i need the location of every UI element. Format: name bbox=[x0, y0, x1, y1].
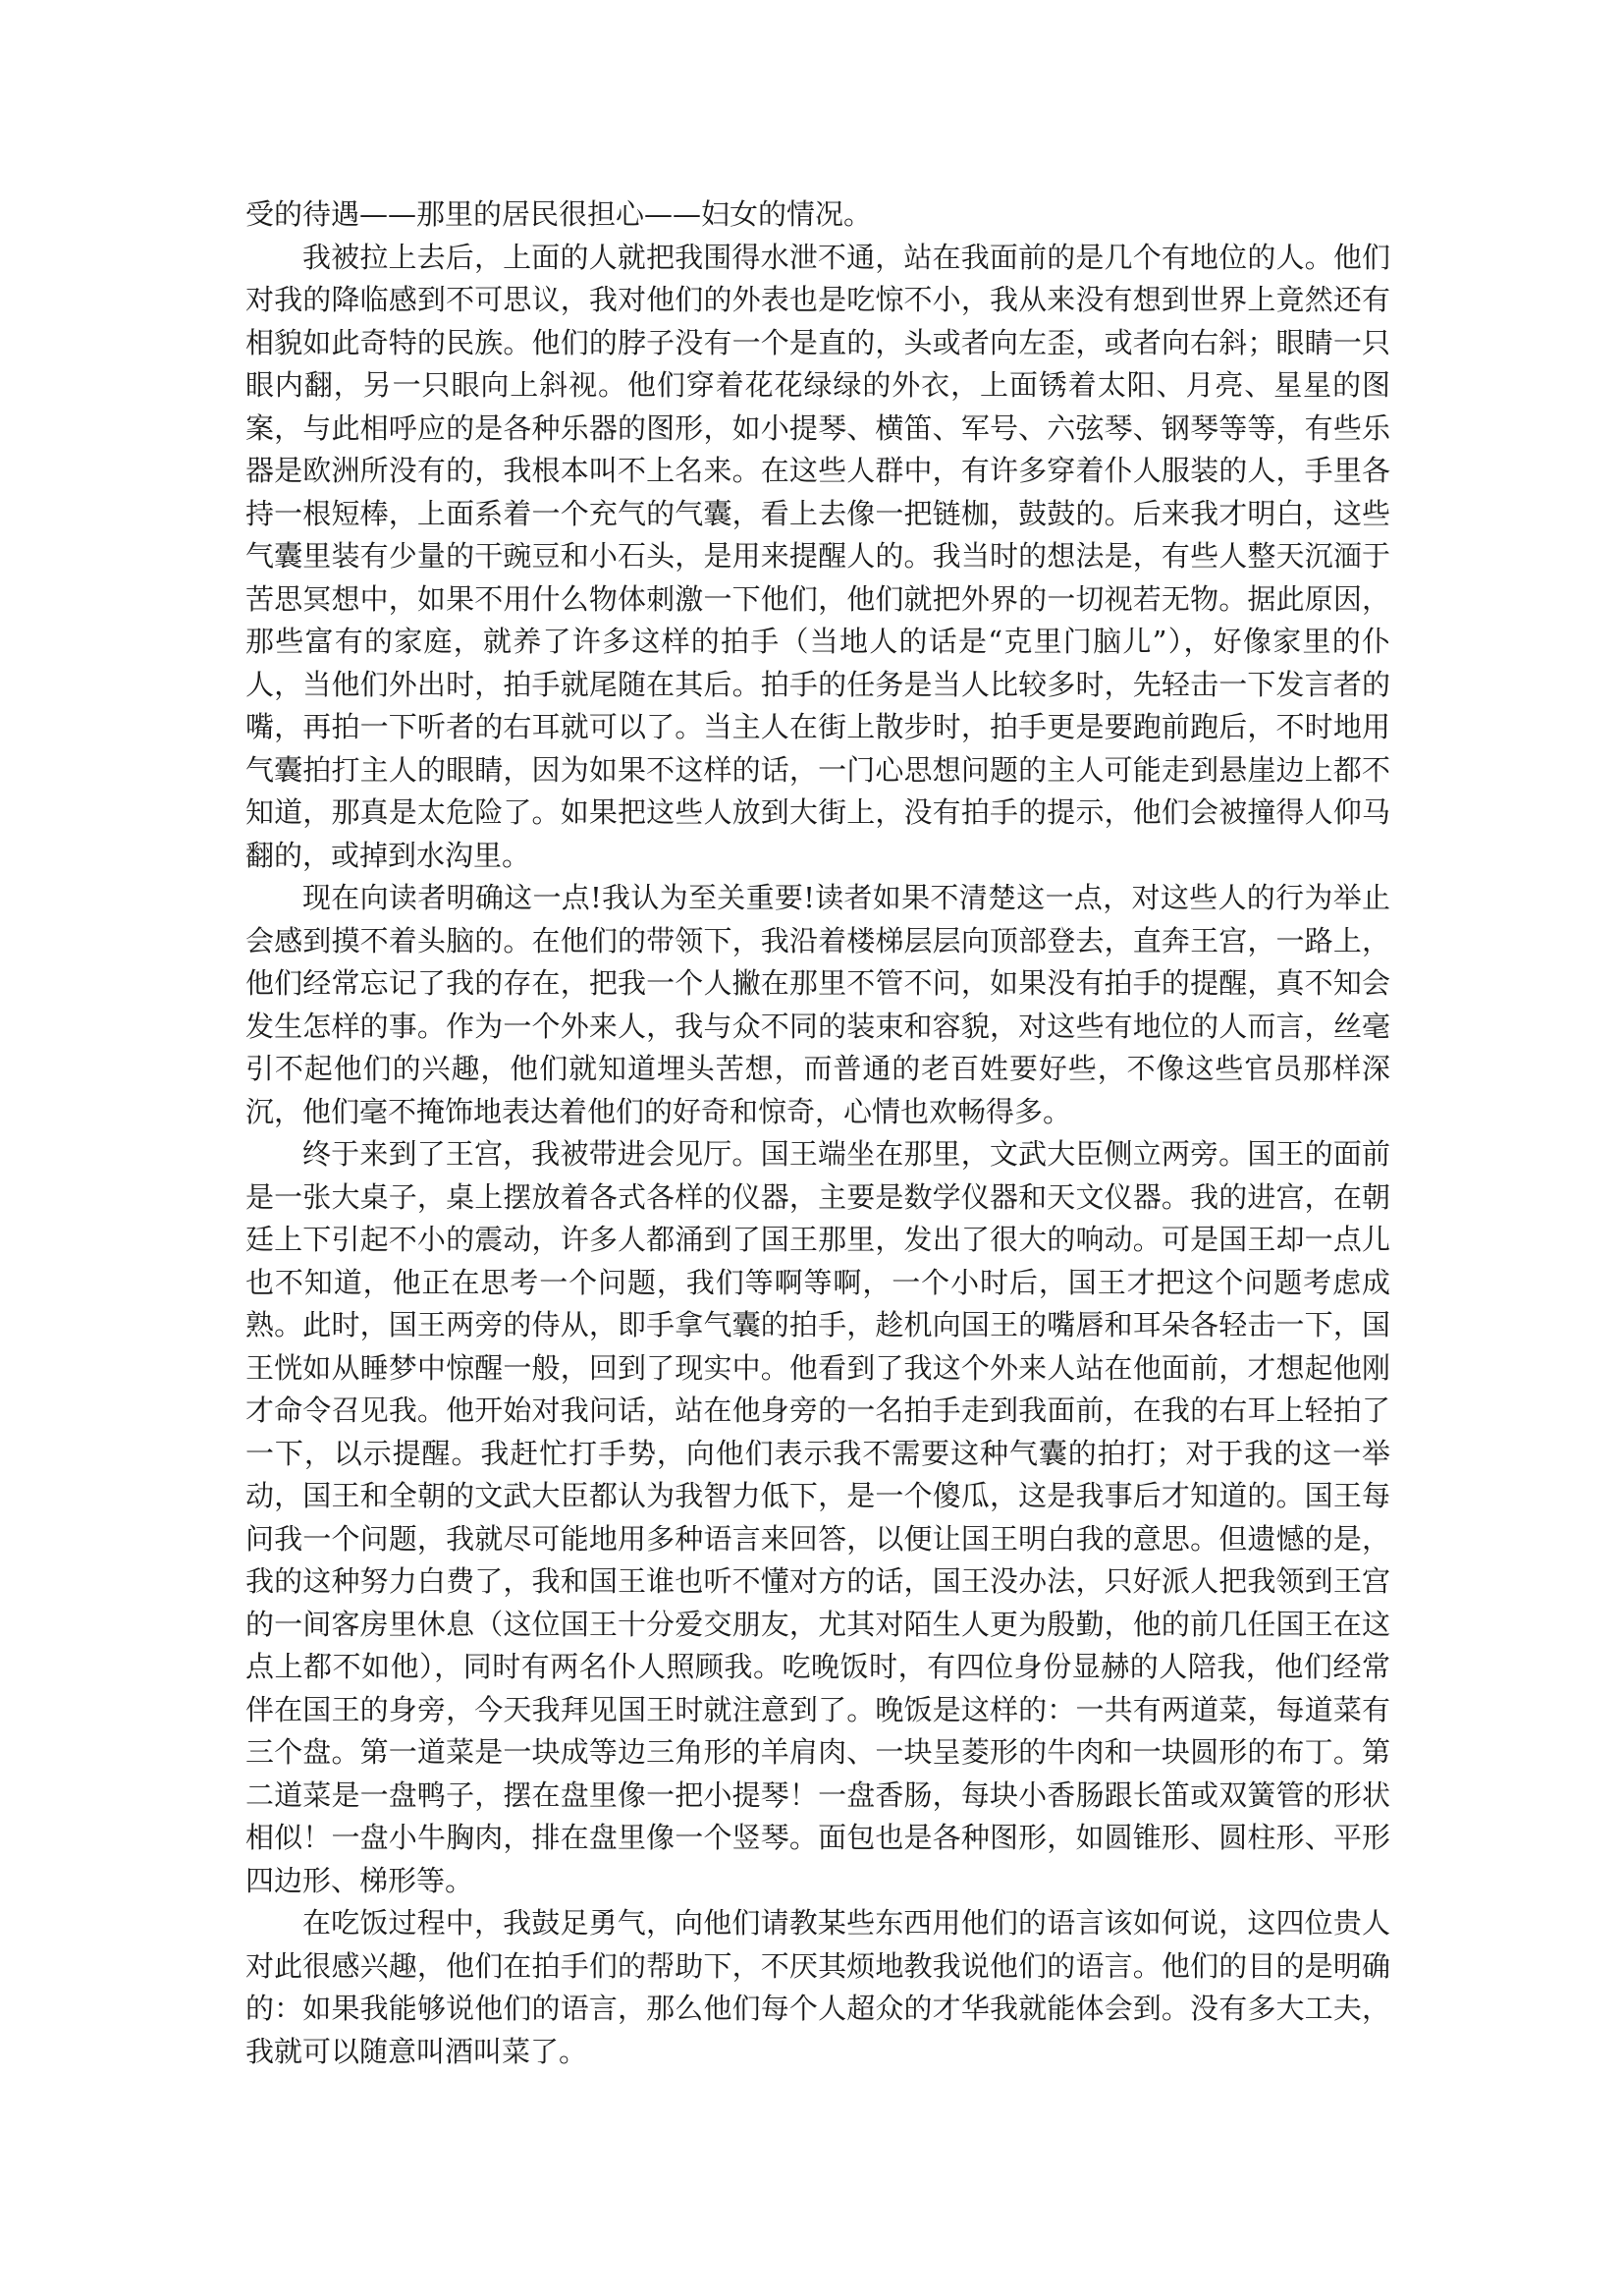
paragraph-reader-note: 现在向读者明确这一点!我认为至关重要!读者如果不清楚这一点，对这些人的行为举止会感到摸不着头脑的。在他们的带领下，我沿着楼梯层层向顶部登去，直奔王宫，一路上，他们经常忘记了我的存在，把我一个人撇在那里不管不问，如果没有拍手的提醒，真不知会发生怎样的事。作为一个外来人，我与众不同的装束和容貌，对这些有地位的人而言，丝毫引不起他们的兴趣，他们就知道埋头苦想，而普通的老百姓要好些，不像这些官员那样深沉，他们毫不掩饰地表达着他们的好奇和惊奇，心情也欢畅得多。 bbox=[245, 881, 1390, 1128]
paragraph-royal-palace: 终于来到了王宫，我被带进会见厅。国王端坐在那里，文武大臣侧立两旁。国王的面前是一张大桌子，桌上摆放着各式各样的仪器，主要是数学仪器和天文仪器。我的进宫，在朝廷上下引起不小的震动，许多人都涌到了国王那里，发出了很大的响动。可是国王却一点儿也不知道，他正在思考一个问题，我们等啊等啊，一个小时后，国王才把这个问题考虑成熟。此时，国王两旁的侍从，即手拿气囊的拍手，趁机向国王的嘴唇和耳朵各轻击一下，国王恍如从睡梦中惊醒一般，回到了现实中。他看到了我这个外来人站在他面前，才想起他刚才命令召见我。他开始对我问话，站在他身旁的一名拍手走到我面前，在我的右耳上轻拍了一下，以示提醒。我赶忙打手势，向他们表示我不需要这种气囊的拍打；对于我的这一举动，国王和全朝的文武大臣都认为我智力低下，是一个傻瓜，这是我事后才知道的。国王每问我一个问题，我就尽可能地用多种语言来回答，以便让国王明白我的意思。但遗憾的是，我的这种努力白费了，我和国王谁也听不懂对方的话，国王没办法，只好派人把我领到王宫的一间客房里休息（这位国王十分爱交朋友，尤其对陌生人更为殷勤，他的前几任国王在这点上都不如他），同时有两名仆人照顾我。吃晚饭时，有四位身份显赫的人陪我，他们经常伴在国王的身旁，今天我拜见国王时就注意到了。晚饭是这样的：一共有两道菜，每道菜有三个盘。第一道菜是一块成等边三角形的羊肩肉、一块呈菱形的牛肉和一块圆形的布丁。第二道菜是一盘鸭子，摆在盘里像一把小提琴！一盘香肠，每块小香肠跟长笛或双簧管的形状相似！一盘小牛胸肉，排在盘里像一个竖琴。面包也是各种图形，如圆锥形、圆柱形、平形四边形、梯形等。 bbox=[245, 1137, 1390, 1897]
paragraph-learning-language: 在吃饭过程中，我鼓足勇气，向他们请教某些东西用他们的语言该如何说，这四位贵人对此很感兴趣，他们在拍手们的帮助下，不厌其烦地教我说他们的语言。他们的目的是明确的：如果我能够说他们的语言，那么他们每个人超众的才华我就能体会到。没有多大工夫，我就可以随意叫酒叫菜了。 bbox=[245, 1906, 1390, 2068]
paragraph-continuation: 受的待遇——那里的居民很担心——妇女的情况。 bbox=[245, 197, 873, 231]
paragraph-nobles-and-clappers: 我被拉上去后，上面的人就把我围得水泄不通，站在我面前的是几个有地位的人。他们对我的降临感到不可思议，我对他们的外表也是吃惊不小，我从来没有想到世界上竟然还有相貌如此奇特的民族。他们的脖子没有一个是直的，头或者向左歪，或者向右斜；眼睛一只眼内翻，另一只眼向上斜视。他们穿着花花绿绿的外衣，上面锈着太阳、月亮、星星的图案，与此相呼应的是各种乐器的图形，如小提琴、横笛、军号、六弦琴、钢琴等等，有些乐器是欧洲所没有的，我根本叫不上名来。在这些人群中，有许多穿着仆人服装的人，手里各持一根短棒，上面系着一个充气的气囊，看上去像一把链枷，鼓鼓的。后来我才明白，这些气囊里装有少量的干豌豆和小石头，是用来提醒人的。我当时的想法是，有些人整天沉湎于苦思冥想中，如果不用什么物体刺激一下他们，他们就把外界的一切视若无物。据此原因，那些富有的家庭，就养了许多这样的拍手（当地人的话是“克里门脑儿”），好像家里的仆人，当他们外出时，拍手就尾随在其后。拍手的任务是当人比较多时，先轻击一下发言者的嘴，再拍一下听者的右耳就可以了。当主人在街上散步时，拍手更是要跑前跑后，不时地用气囊拍打主人的眼睛，因为如果不这样的话，一门心思想问题的主人可能走到悬崖边上都不知道，那真是太危险了。如果把这些人放到大街上，没有拍手的提示，他们会被撞得人仰马翻的，或掉到水沟里。 bbox=[245, 240, 1390, 872]
body-text bbox=[245, 193, 1390, 2073]
